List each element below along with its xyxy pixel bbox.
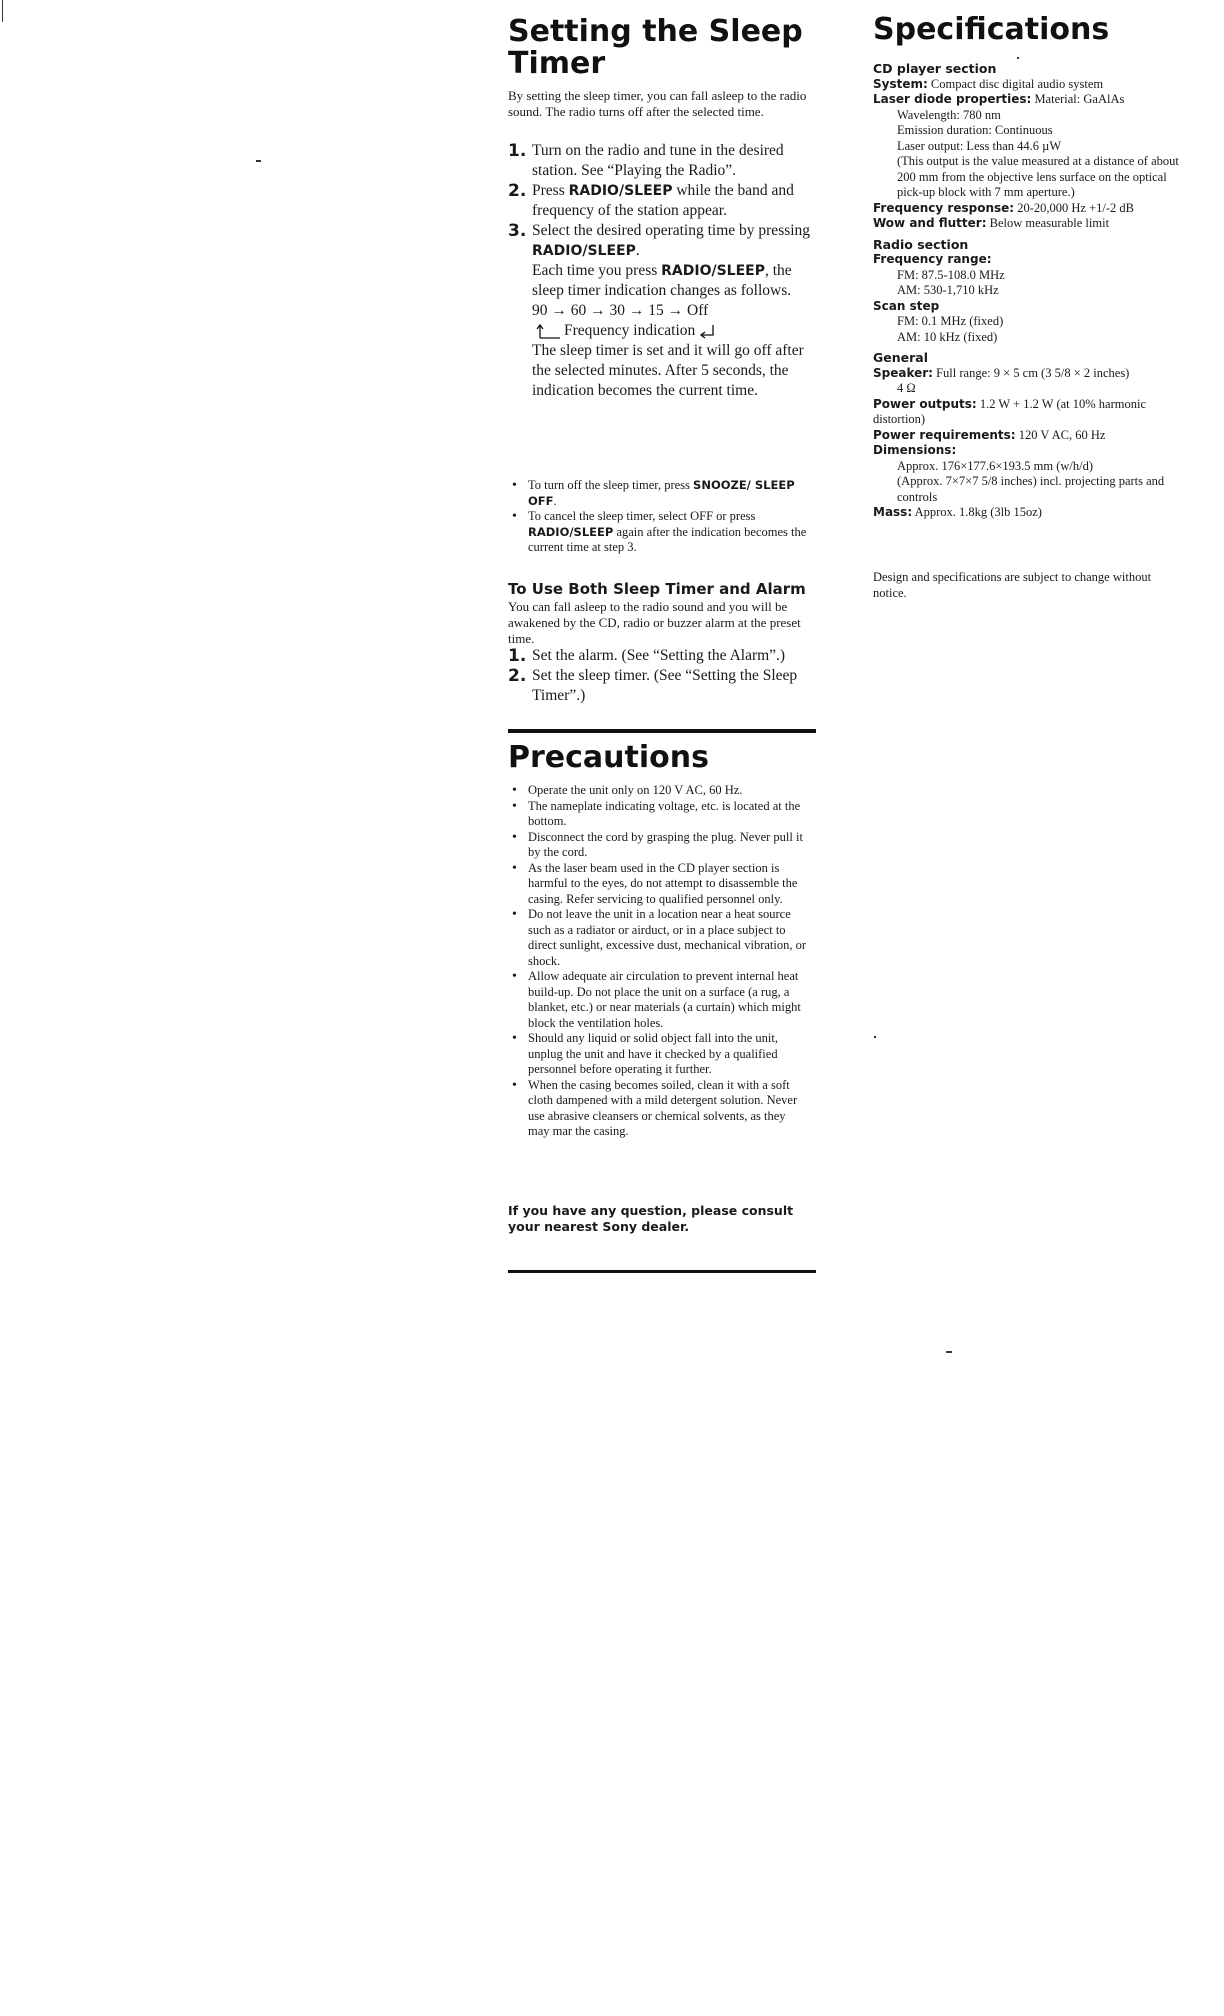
tip-text: . xyxy=(553,493,557,508)
spec-label: Frequency response: xyxy=(873,200,1015,215)
return-arrow-icon xyxy=(536,324,562,340)
tip-text: again after the indication becomes the current time at step 3. xyxy=(528,524,807,554)
spec-label: Power requirements: xyxy=(873,427,1016,442)
tip-text: To turn off the sleep timer, press xyxy=(528,478,694,492)
sleep-timer-title: Setting the Sleep Timer xyxy=(508,14,803,81)
frequency-indication-text: Frequency indication xyxy=(564,322,696,339)
spec-scan-step: AM: 10 kHz (fixed) xyxy=(897,329,998,344)
spec-label: System: xyxy=(873,76,928,91)
both-intro: You can fall asleep to the radio sound and you will be awakened by the CD, radio or buzzer alarm at the preset time. xyxy=(508,599,801,646)
step-number: 2. xyxy=(508,666,527,686)
spec-label: Wow and flutter: xyxy=(873,216,987,230)
spec-label: Power outputs: xyxy=(873,396,977,411)
step-text: Set the alarm. (See “Setting the Alarm”.) xyxy=(532,647,786,664)
tip-button-name: RADIO/SLEEP xyxy=(528,524,614,539)
step-3-after: The sleep timer is set and it will go off after the selected minutes. After 5 seconds, the indication becomes the current time. xyxy=(532,342,804,399)
bottom-divider xyxy=(508,1270,816,1273)
spec-scan-step-label: Scan step xyxy=(873,298,940,313)
precaution-item: • Allow adequate air circulation to prevent internal heat build-up. Do not place the unit on a surface (a rug, a blanket, etc.) or near materials (a curtain) which might block the ventilation holes. xyxy=(508,969,808,1031)
dealer-note: If you have any question, please consult your nearest Sony dealer. xyxy=(508,1203,794,1234)
step-text: while the band and frequency of the station appear. xyxy=(532,182,794,219)
spec-laser-line: Laser output: Less than 44.6 µW xyxy=(897,138,1062,153)
specifications-note: Design and specifications are subject to change without notice. xyxy=(873,570,1152,600)
spec-frequency-response xyxy=(873,201,1185,217)
scan-speck xyxy=(1017,57,1019,59)
step-3-detail xyxy=(508,261,816,301)
general-section-heading: General xyxy=(873,350,928,365)
step-text: Turn on the radio and tune in the desired station. See “Playing the Radio”. xyxy=(532,142,784,179)
spec-speaker xyxy=(873,366,1185,382)
step-number: 1. xyxy=(508,141,527,161)
both-step-1 xyxy=(508,646,816,666)
step-button-name: RADIO/SLEEP xyxy=(532,243,636,259)
spec-label: Speaker: xyxy=(873,365,933,380)
sleep-sequence: 90 → 60 → 30 → 15 → Off xyxy=(532,302,709,319)
spec-mass xyxy=(873,505,1185,521)
spec-value: Approx. 1.8kg (3lb 15oz) xyxy=(914,505,1042,519)
step-number: 1. xyxy=(508,646,527,666)
section-divider xyxy=(508,729,816,733)
frequency-indication-label xyxy=(532,322,719,339)
tip-item xyxy=(508,509,808,556)
step-text: , the sleep timer indication changes as follows. xyxy=(532,262,792,299)
step-number: 2. xyxy=(508,181,527,201)
scan-speck xyxy=(874,1036,876,1038)
both-steps xyxy=(508,646,816,706)
scan-speck xyxy=(256,160,261,162)
spec-laser-line: (This output is the value measured at a distance of about 200 mm from the objective lens surface on the optical pick-up block with 7 mm aperture.) xyxy=(897,154,1179,199)
spec-power-requirements xyxy=(873,428,1185,444)
step-number: 3. xyxy=(508,221,527,241)
spec-frequency-range-label: Frequency range: xyxy=(873,252,992,266)
precautions-list xyxy=(508,783,808,1140)
spec-label: Mass: xyxy=(873,505,913,519)
sleep-sequence-return xyxy=(508,321,816,341)
precaution-item: • Should any liquid or solid object fall into the unit, unplug the unit and have it checked by a qualified personnel before operating it further. xyxy=(508,1031,808,1078)
spec-value: Below measurable limit xyxy=(989,216,1110,230)
spec-laser-line: Emission duration: Continuous xyxy=(897,123,1053,137)
sleep-timer-intro: By setting the sleep timer, you can fall asleep to the radio sound. The radio turns off after the selected time. xyxy=(508,88,807,119)
spec-value: Compact disc digital audio system xyxy=(930,76,1104,91)
sleep-timer-steps xyxy=(508,141,816,401)
scan-edge-mark xyxy=(2,0,3,22)
step-button-name: RADIO/SLEEP xyxy=(661,263,765,279)
precaution-item: • When the casing becomes soiled, clean it with a soft cloth dampened with a mild detergent solution. Never use abrasive cleansers or chemical solvents, as they may mar the casing. xyxy=(508,1078,808,1140)
step-text: Each time you press xyxy=(532,262,662,279)
step-text: Set the sleep timer. (See “Setting the Sleep Timer”.) xyxy=(532,667,798,704)
spec-frequency-range: FM: 87.5-108.0 MHz xyxy=(897,267,1005,282)
cd-section-heading: CD player section xyxy=(873,61,997,76)
spec-laser xyxy=(873,92,1185,108)
step-2 xyxy=(508,181,816,221)
radio-section-heading: Radio section xyxy=(873,236,969,252)
spec-dimensions: Approx. 176×177.6×193.5 mm (w/h/d) xyxy=(897,458,1094,473)
step-1 xyxy=(508,141,816,181)
spec-speaker-impedance: 4 Ω xyxy=(897,381,916,395)
tip-item xyxy=(508,478,808,509)
spec-dimensions: (Approx. 7×7×7 5/8 inches) incl. projecting parts and controls xyxy=(897,474,1165,504)
precaution-item: • Disconnect the cord by grasping the plug. Never pull it by the cord. xyxy=(508,830,808,861)
specifications-list xyxy=(873,61,1185,521)
spec-laser-line: Wavelength: 780 nm xyxy=(897,107,1001,122)
step-text: Press xyxy=(532,182,569,199)
sleep-timer-tips xyxy=(508,478,808,556)
spec-value: 20-20,000 Hz +1/-2 dB xyxy=(1017,200,1134,215)
precaution-item: • As the laser beam used in the CD player section is harmful to the eyes, do not attempt to disassemble the casing. Refer servicing to qualified personnel only. xyxy=(508,861,808,908)
spec-wow-flutter xyxy=(873,216,1185,232)
spec-scan-step: FM: 0.1 MHz (fixed) xyxy=(897,314,1004,328)
spec-frequency-range: AM: 530-1,710 kHz xyxy=(897,283,999,297)
both-title: To Use Both Sleep Timer and Alarm xyxy=(508,580,806,598)
return-corner-icon xyxy=(699,323,719,339)
tip-text: To cancel the sleep timer, select OFF or press xyxy=(528,509,756,523)
step-button-name: RADIO/SLEEP xyxy=(568,183,673,199)
specifications-title: Specifications xyxy=(873,12,1110,47)
spec-power-outputs xyxy=(873,397,1185,428)
tip-button-name: SNOOZE/ SLEEP OFF xyxy=(528,478,795,508)
spec-value: Full range: 9 × 5 cm (3 5/8 × 2 inches) xyxy=(936,365,1130,380)
step-text: . xyxy=(635,242,640,259)
step-3 xyxy=(508,221,816,261)
spec-value: Material: GaAlAs xyxy=(1034,92,1125,106)
spec-label: Laser diode properties: xyxy=(873,92,1032,106)
spec-value: 120 V AC, 60 Hz xyxy=(1018,427,1106,442)
precautions-title: Precautions xyxy=(508,740,709,775)
spec-value: 1.2 W + 1.2 W (at 10% harmonic distortion) xyxy=(873,396,1146,426)
precaution-item: • Do not leave the unit in a location near a heat source such as a radiator or airduct, or in a place subject to direct sunlight, excessive dust, mechanical vibration, or shock. xyxy=(508,907,808,969)
step-text: Select the desired operating time by pressing xyxy=(532,222,811,239)
spec-system xyxy=(873,77,1185,93)
both-step-2 xyxy=(508,666,816,706)
precaution-item: • The nameplate indicating voltage, etc. is located at the bottom. xyxy=(508,799,808,830)
spec-dimensions-label: Dimensions: xyxy=(873,443,957,457)
scan-speck xyxy=(946,1351,952,1353)
precaution-item: • Operate the unit only on 120 V AC, 60 Hz. xyxy=(508,783,808,799)
